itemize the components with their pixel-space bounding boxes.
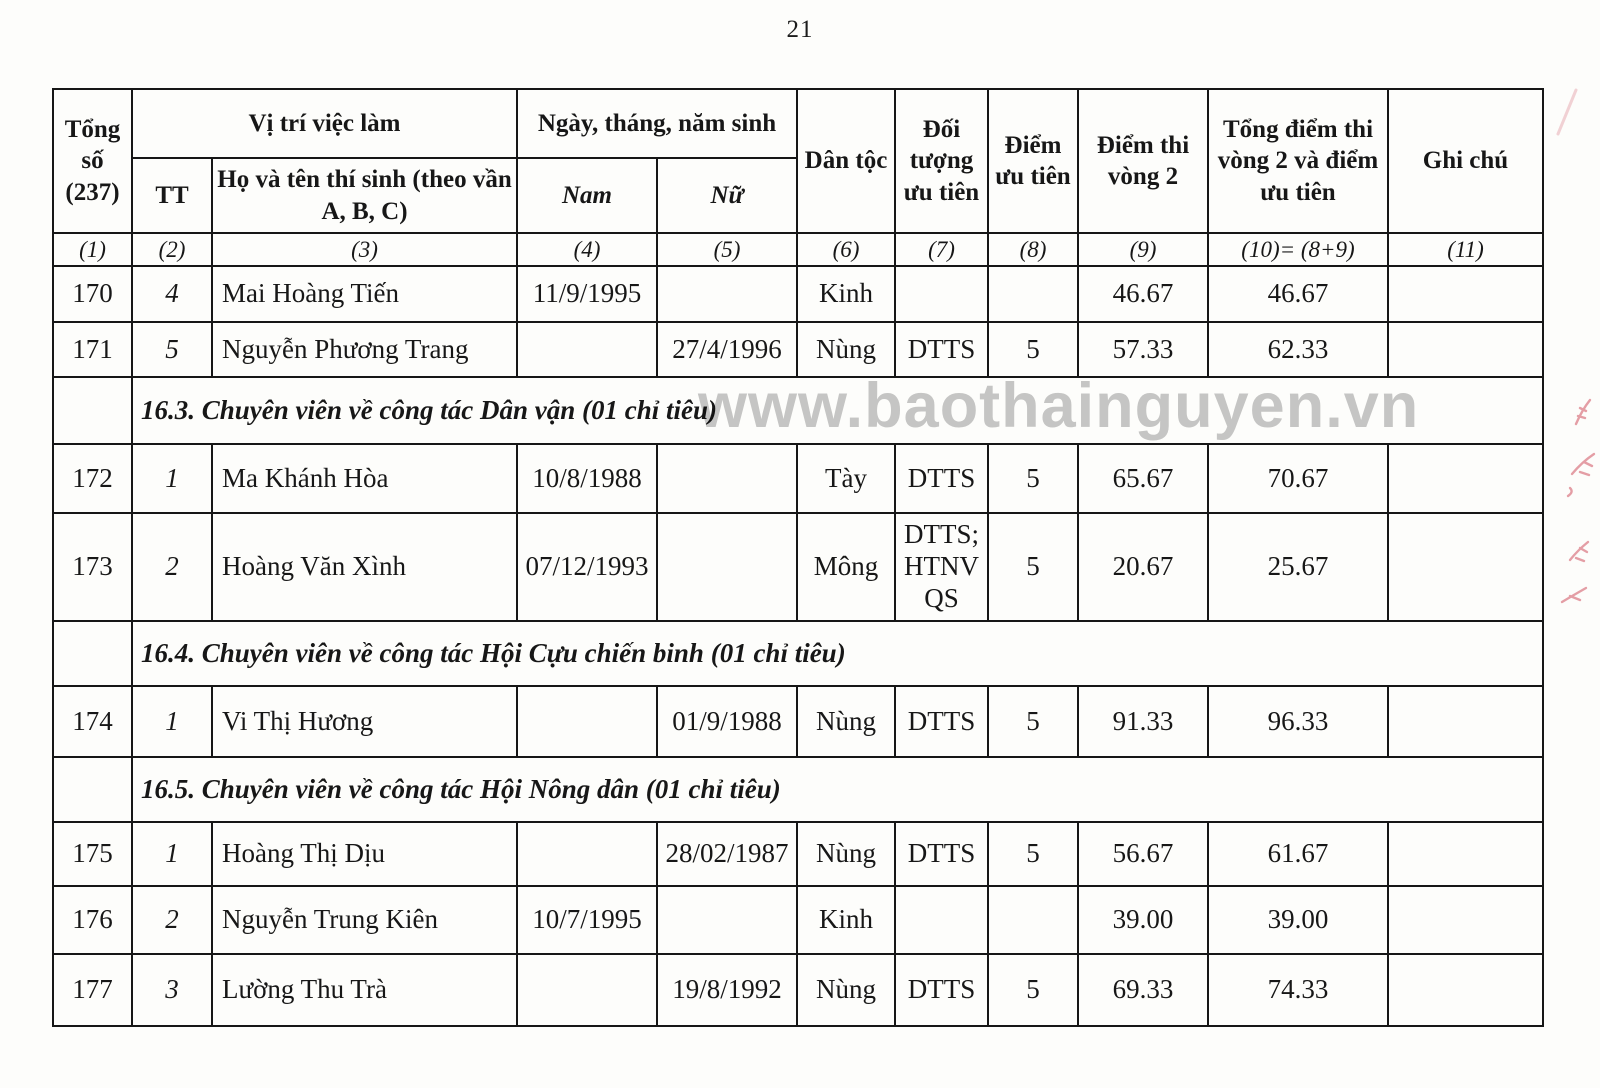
red-pen-mark-icon — [1546, 84, 1586, 144]
col-header-dob-group: Ngày, tháng, năm sinh — [517, 89, 797, 158]
col-header-total-score: Tổng điểm thi vòng 2 và điểm ưu tiên — [1208, 89, 1388, 233]
female-cell: 19/8/1992 — [657, 954, 797, 1026]
name-cell: Lường Thu Trà — [212, 954, 517, 1026]
section-row — [53, 621, 1543, 686]
ethnicity-cell: Nùng — [797, 322, 895, 377]
name-cell: Hoàng Văn Xình — [212, 513, 517, 621]
header-row-groups — [53, 89, 1543, 158]
candidate-row — [53, 954, 1543, 1026]
index-cell: (5) — [657, 233, 797, 266]
round2-cell: 57.33 — [1078, 322, 1208, 377]
name-cell: Hoàng Thị Dịu — [212, 822, 517, 886]
tt-cell: 5 — [132, 322, 212, 377]
ethnicity-cell: Tày — [797, 444, 895, 513]
section-header-cell: 16.3. Chuyên viên về công tác Dân vận (01 chỉ tiêu) — [132, 377, 1543, 444]
round2-cell: 20.67 — [1078, 513, 1208, 621]
total-score-cell: 70.67 — [1208, 444, 1388, 513]
ethnicity-cell: Nùng — [797, 686, 895, 757]
tt-cell: 3 — [132, 954, 212, 1026]
candidate-results-table — [52, 88, 1544, 1027]
priority-type-cell: DTTS — [895, 822, 988, 886]
index-cell: (11) — [1388, 233, 1543, 266]
note-cell — [1388, 322, 1543, 377]
index-cell: (3) — [212, 233, 517, 266]
col-header-notes: Ghi chú — [1388, 89, 1543, 233]
female-cell — [657, 444, 797, 513]
total-score-cell: 62.33 — [1208, 322, 1388, 377]
tt-cell: 4 — [132, 266, 212, 322]
total-cell: 173 — [53, 513, 132, 621]
index-cell: (8) — [988, 233, 1078, 266]
col-header-name: Họ và tên thí sinh (theo vần A, B, C) — [212, 158, 517, 233]
ethnicity-cell: Kinh — [797, 886, 895, 954]
total-cell: 172 — [53, 444, 132, 513]
candidate-row — [53, 513, 1543, 621]
female-cell: 27/4/1996 — [657, 322, 797, 377]
female-cell — [657, 886, 797, 954]
ethnicity-cell: Nùng — [797, 822, 895, 886]
total-cell-empty — [53, 757, 132, 822]
candidate-row — [53, 822, 1543, 886]
index-cell: (10)= (8+9) — [1208, 233, 1388, 266]
note-cell — [1388, 513, 1543, 621]
candidate-row — [53, 886, 1543, 954]
note-cell — [1388, 822, 1543, 886]
col-header-tt: TT — [132, 158, 212, 233]
col-header-priority-points: Điểm ưu tiên — [988, 89, 1078, 233]
total-cell: 170 — [53, 266, 132, 322]
red-margin-marks-icon — [1536, 392, 1600, 632]
round2-cell: 56.67 — [1078, 822, 1208, 886]
round2-cell: 69.33 — [1078, 954, 1208, 1026]
total-cell: 175 — [53, 822, 132, 886]
priority-points-cell: 5 — [988, 822, 1078, 886]
index-cell: (4) — [517, 233, 657, 266]
ethnicity-cell: Kinh — [797, 266, 895, 322]
candidate-row — [53, 686, 1543, 757]
table-header — [53, 89, 1543, 266]
priority-type-cell: DTTS — [895, 444, 988, 513]
male-cell — [517, 822, 657, 886]
priority-points-cell: 5 — [988, 513, 1078, 621]
male-cell: 10/7/1995 — [517, 886, 657, 954]
tt-cell: 1 — [132, 444, 212, 513]
total-score-cell: 96.33 — [1208, 686, 1388, 757]
priority-points-cell: 5 — [988, 954, 1078, 1026]
index-cell: (1) — [53, 233, 132, 266]
note-cell — [1388, 954, 1543, 1026]
male-cell: 11/9/1995 — [517, 266, 657, 322]
female-cell — [657, 266, 797, 322]
priority-type-cell — [895, 266, 988, 322]
female-cell: 28/02/1987 — [657, 822, 797, 886]
priority-points-cell: 5 — [988, 444, 1078, 513]
col-header-female: Nữ — [657, 158, 797, 233]
col-header-total: Tổng số (237) — [53, 89, 132, 233]
total-score-cell: 46.67 — [1208, 266, 1388, 322]
name-cell: Nguyễn Phương Trang — [212, 322, 517, 377]
ethnicity-cell: Nùng — [797, 954, 895, 1026]
priority-type-cell: DTTS; HTNV QS — [895, 513, 988, 621]
name-cell: Ma Khánh Hòa — [212, 444, 517, 513]
total-score-cell: 61.67 — [1208, 822, 1388, 886]
round2-cell: 46.67 — [1078, 266, 1208, 322]
candidate-row — [53, 322, 1543, 377]
priority-points-cell: 5 — [988, 322, 1078, 377]
priority-points-cell: 5 — [988, 686, 1078, 757]
name-cell: Mai Hoàng Tiến — [212, 266, 517, 322]
priority-type-cell: DTTS — [895, 322, 988, 377]
note-cell — [1388, 266, 1543, 322]
female-cell — [657, 513, 797, 621]
note-cell — [1388, 886, 1543, 954]
section-row — [53, 377, 1543, 444]
priority-points-cell — [988, 886, 1078, 954]
section-header-cell: 16.4. Chuyên viên về công tác Hội Cựu chiến binh (01 chỉ tiêu) — [132, 621, 1543, 686]
male-cell — [517, 322, 657, 377]
name-cell: Nguyễn Trung Kiên — [212, 886, 517, 954]
column-index-row — [53, 233, 1543, 266]
tt-cell: 1 — [132, 686, 212, 757]
male-cell — [517, 686, 657, 757]
tt-cell: 2 — [132, 513, 212, 621]
col-header-male: Nam — [517, 158, 657, 233]
total-cell: 176 — [53, 886, 132, 954]
total-score-cell: 39.00 — [1208, 886, 1388, 954]
priority-type-cell: DTTS — [895, 954, 988, 1026]
female-cell: 01/9/1988 — [657, 686, 797, 757]
tt-cell: 1 — [132, 822, 212, 886]
total-cell-empty — [53, 377, 132, 444]
index-cell: (9) — [1078, 233, 1208, 266]
male-cell — [517, 954, 657, 1026]
round2-cell: 39.00 — [1078, 886, 1208, 954]
tt-cell: 2 — [132, 886, 212, 954]
priority-type-cell: DTTS — [895, 686, 988, 757]
table-body — [53, 266, 1543, 1026]
priority-type-cell — [895, 886, 988, 954]
male-cell: 07/12/1993 — [517, 513, 657, 621]
total-cell-empty — [53, 621, 132, 686]
index-cell: (6) — [797, 233, 895, 266]
col-header-ethnicity: Dân tộc — [797, 89, 895, 233]
col-header-round2-score: Điểm thi vòng 2 — [1078, 89, 1208, 233]
total-score-cell: 74.33 — [1208, 954, 1388, 1026]
total-cell: 177 — [53, 954, 132, 1026]
section-header-cell: 16.5. Chuyên viên về công tác Hội Nông dân (01 chỉ tiêu) — [132, 757, 1543, 822]
candidate-row — [53, 444, 1543, 513]
priority-points-cell — [988, 266, 1078, 322]
total-score-cell: 25.67 — [1208, 513, 1388, 621]
watermark: www.baothainguyen.vn — [698, 371, 1420, 441]
round2-cell: 65.67 — [1078, 444, 1208, 513]
index-cell: (7) — [895, 233, 988, 266]
col-header-priority-type: Đối tượng ưu tiên — [895, 89, 988, 233]
total-cell: 174 — [53, 686, 132, 757]
round2-cell: 91.33 — [1078, 686, 1208, 757]
note-cell — [1388, 444, 1543, 513]
page-number: 21 — [786, 16, 814, 43]
male-cell: 10/8/1988 — [517, 444, 657, 513]
section-row — [53, 757, 1543, 822]
index-cell: (2) — [132, 233, 212, 266]
note-cell — [1388, 686, 1543, 757]
candidate-row — [53, 266, 1543, 322]
total-cell: 171 — [53, 322, 132, 377]
col-header-position-group: Vị trí việc làm — [132, 89, 517, 158]
name-cell: Vi Thị Hương — [212, 686, 517, 757]
ethnicity-cell: Mông — [797, 513, 895, 621]
